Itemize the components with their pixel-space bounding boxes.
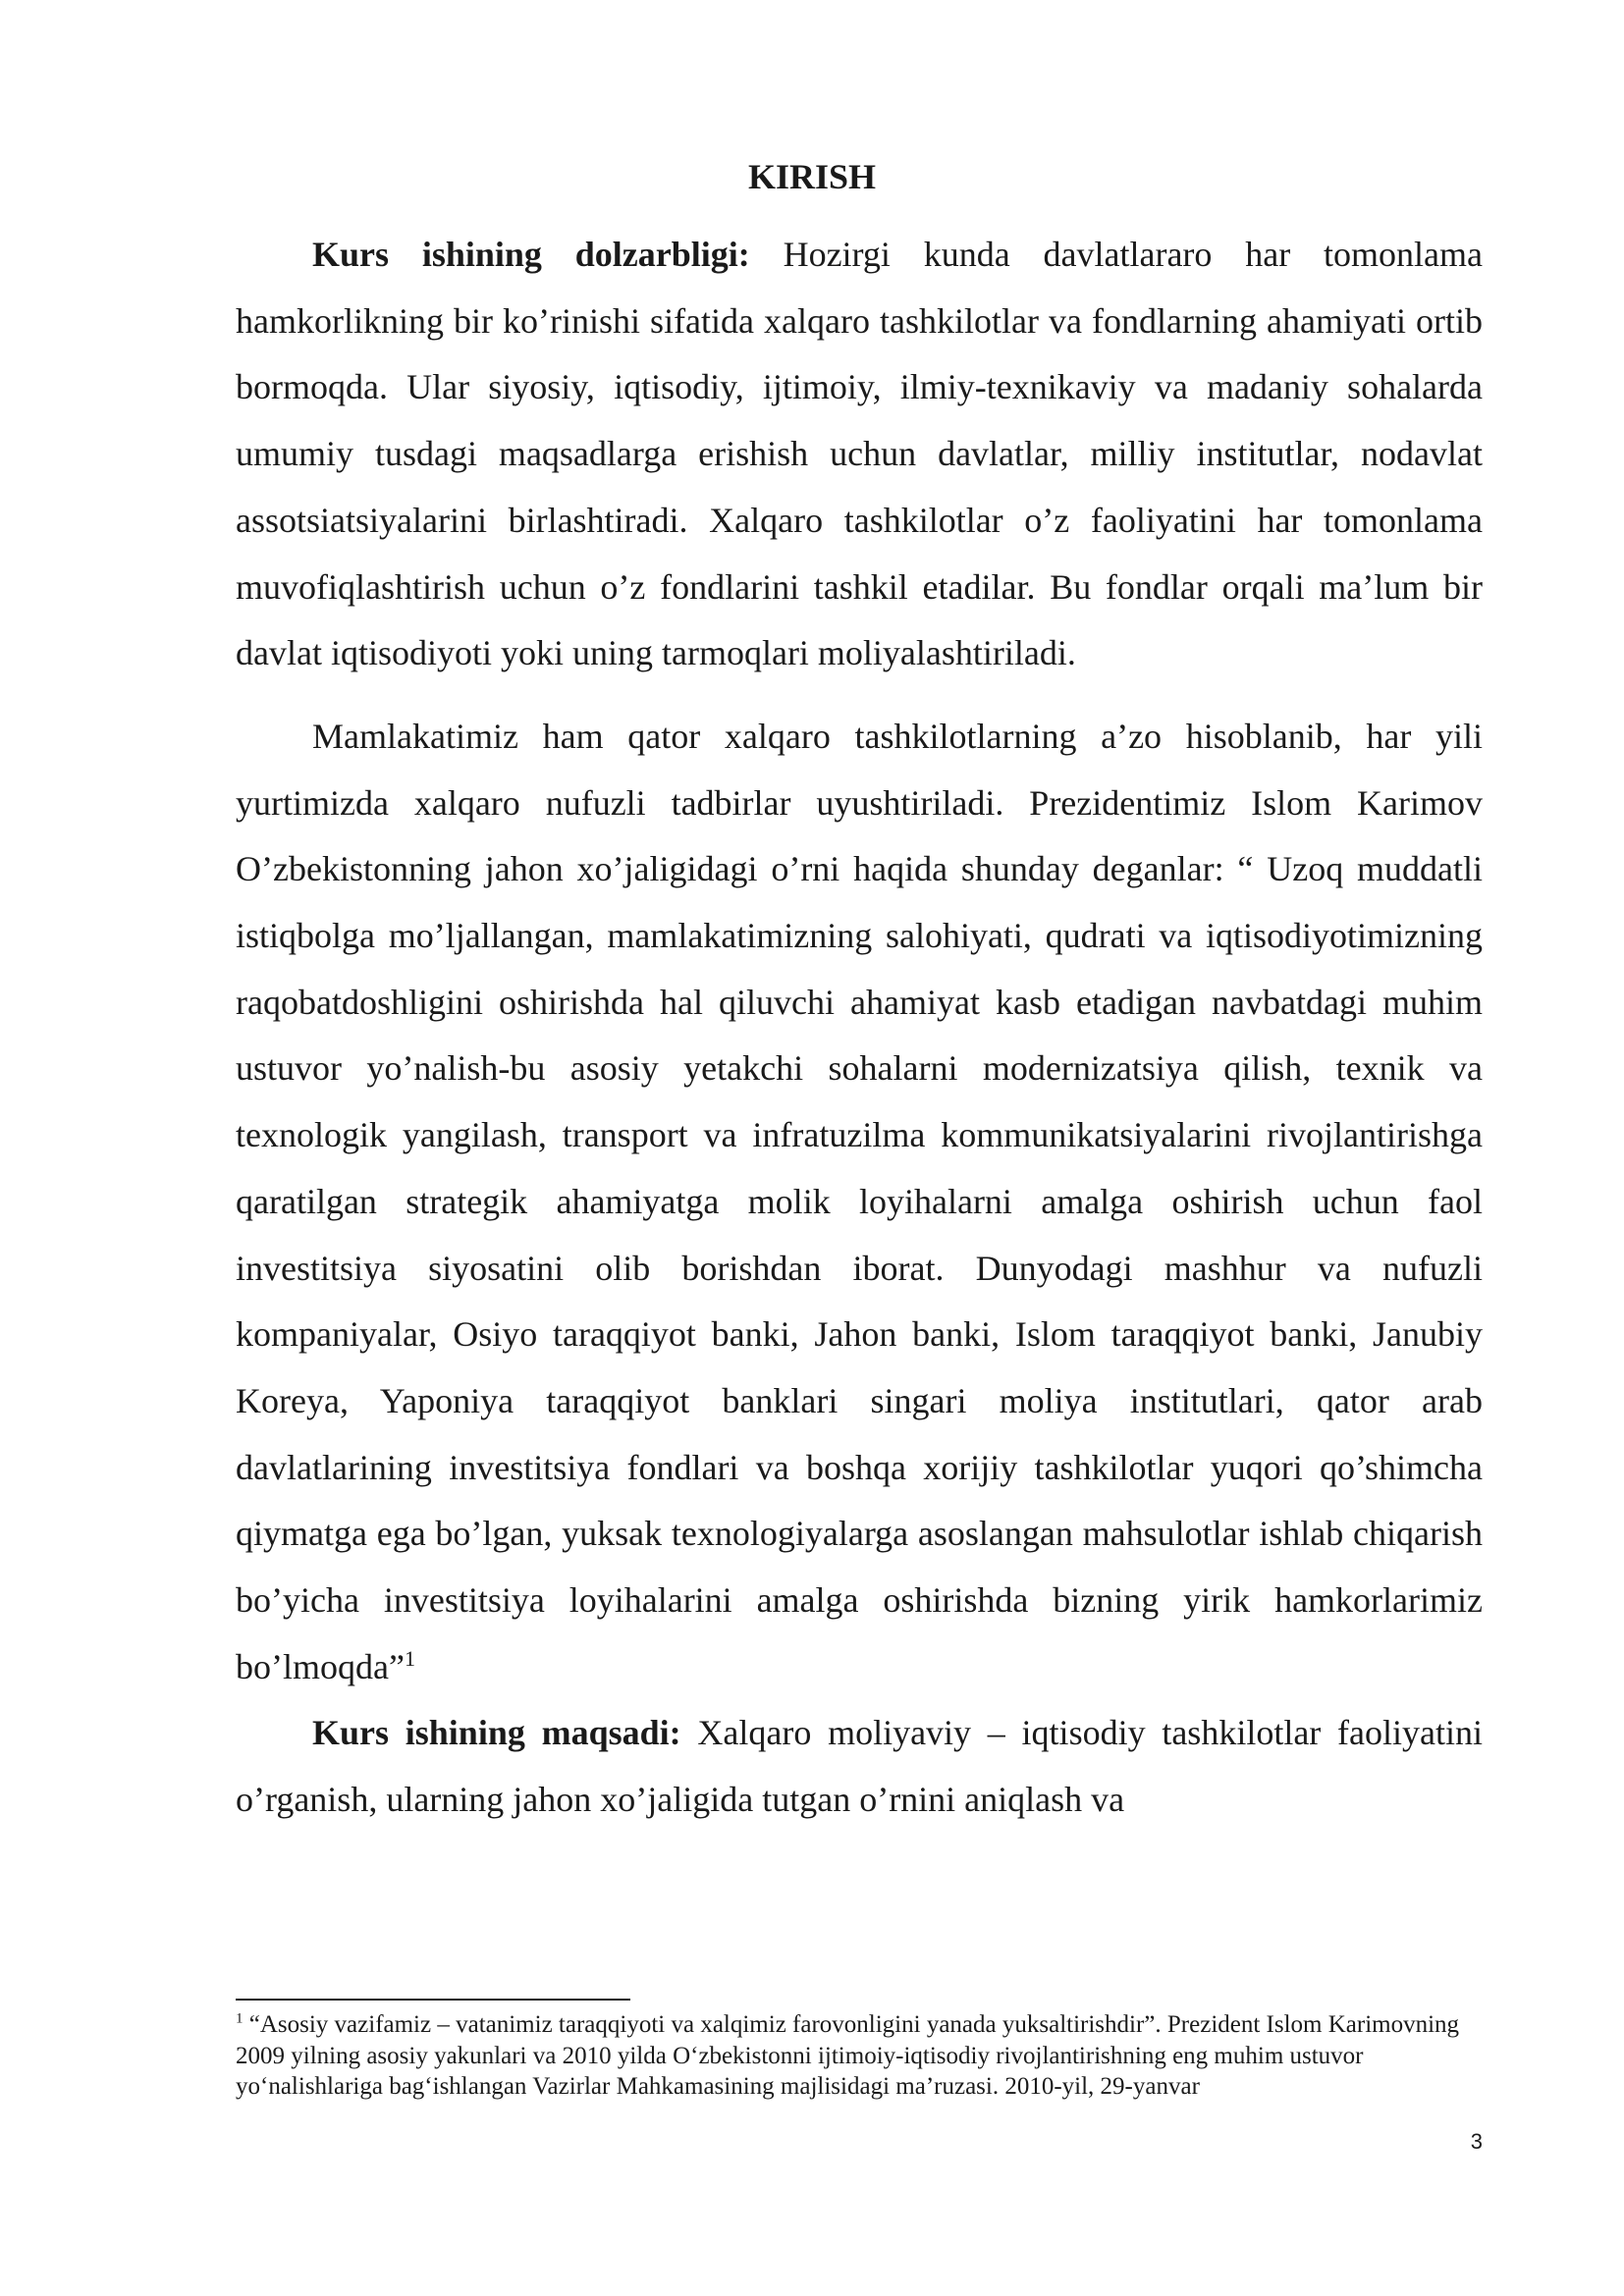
footnote-separator bbox=[236, 1999, 630, 2001]
footnote bbox=[236, 2009, 1483, 2103]
paragraph-text: Mamlakatimiz ham qator xalqaro tashkilotlarning a’zo hisoblanib, har yili yurtimizda xalqaro nufuzli tadbirlar uyushtiriladi. Prezidentimiz Islom Karimov O’zbekistonning jahon xo’jaligidagi o’rni haqida shunday deganlar: “ Uzoq muddatli istiqbolga mo’ljallangan, mamlakatimizning salohiyati, qudrati va iqtisodiyotimizning raqobatdoshligini oshirishda hal qiluvchi ahamiyat kasb etadigan navbatdagi muhim ustuvor yo’nalish-bu asosiy yetakchi sohalarni modernizatsiya qilish, texnik va texnologik yangilash, transport va infratuzilma kommunikatsiyalarini rivojlantirishga qaratilgan strategik ahamiyatga molik loyihalarni amalga oshirish uchun faol investitsiya siyosatini olib borishdan iborat. Dunyodagi mashhur va nufuzli kompaniyalar, Osiyo taraqqiyot banki, Jahon banki, Islom taraqqiyot banki, Janubiy Koreya, Yaponiya taraqqiyot banklari singari moliya institutlari, qator arab davlatlarining investitsiya fondlari va boshqa xorijiy tashkilotlar yuqori qo’shimcha qiymatga ega bo’lgan, yuksak texnologiyalarga asoslangan mahsulotlar ishlab chiqarish bo’yicha investitsiya loyihalarini amalga oshirishda bizning yirik hamkorlarimiz bo’lmoqda” bbox=[236, 716, 1483, 1686]
paragraph-text: Hozirgi kunda davlatlararo har tomonlama hamkorlikning bir ko’rinishi sifatida xalqaro tashkilotlar va fondlarning ahamiyati ortib bormoqda. Ular siyosiy, iqtisodiy, ijtimoiy, ilmiy-texnikaviy va madaniy sohalarda umumiy tusdagi maqsadlarga erishish uchun davlatlar, milliy institutlar, nodavlat assotsiatsiyalarini birlashtiradi. Xalqaro tashkilotlar o’z faoliyatini har tomonlama muvofiqlashtirish uchun o’z fondlarini tashkil etadilar. Bu fondlar orqali ma’lum bir davlat iqtisodiyoti yoki uning tarmoqlari moliyalashtiriladi. bbox=[236, 235, 1484, 673]
page-heading: KIRISH bbox=[747, 157, 877, 196]
paragraph-text: Xalqaro moliyaviy – iqtisodiy tashkilotlar faoliyatini o’rganish, ularning jahon xo’jaligida tutgan o’rnini aniqlash va bbox=[236, 1713, 1483, 1820]
paragraph-lead: Kurs ishining maqsadi: bbox=[312, 1713, 681, 1753]
footnote-reference[interactable]: 1 bbox=[404, 1645, 415, 1671]
paragraph-purpose bbox=[236, 1700, 1483, 1833]
body-text bbox=[236, 222, 1483, 1834]
paragraph-relevance bbox=[236, 222, 1483, 687]
paragraph-quote bbox=[236, 704, 1483, 1701]
footnote-marker: 1 bbox=[236, 2010, 244, 2027]
paragraph-lead: Kurs ishining dolzarbligi: bbox=[312, 235, 750, 274]
page-number: 3 bbox=[1470, 2129, 1483, 2154]
footnote-text: “Asosiy vazifamiz – vatanimiz taraqqiyoti va xalqimiz farovonligini yanada yuksaltirishdir”. Prezident Islom Karimovning 2009 yilning asosiy yakunlari va 2010 yilda O‘zbekistonni ijtimoiy-iqtisodiy rivojlantirishning eng muhim ustuvor yo‘nalishlariga bag‘ishlangan Vazirlar Mahkamasining majlisidagi ma’ruzasi. 2010-yil, 29-yanvar bbox=[236, 2011, 1460, 2100]
